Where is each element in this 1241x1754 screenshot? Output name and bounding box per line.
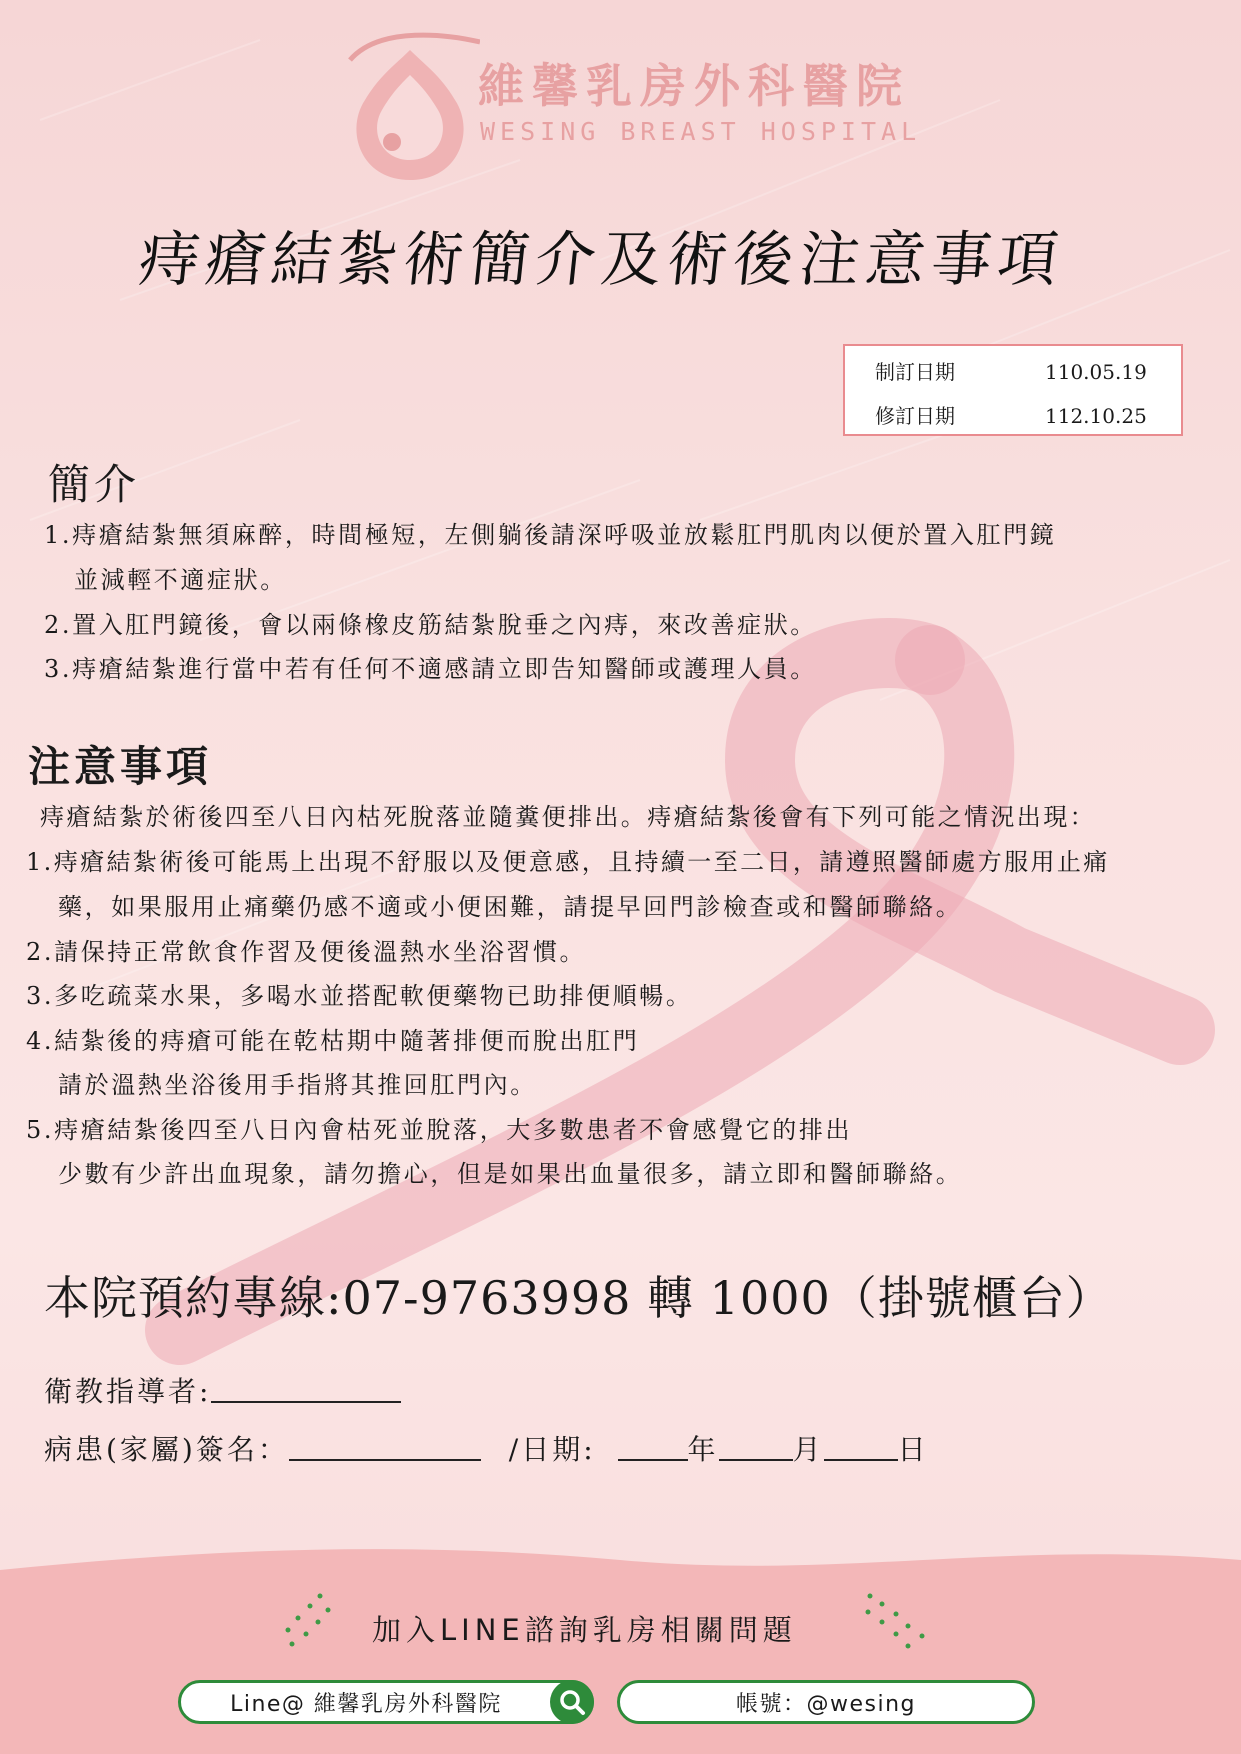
notes-line-5-cont: 少數有少許出血現象，請勿擔心，但是如果出血量很多，請立即和醫師聯絡。	[58, 1160, 963, 1188]
account-id-text: 帳號：@wesing	[735, 1691, 916, 1717]
hospital-name: 維馨乳房外科醫院	[478, 59, 910, 113]
year-label: 年	[687, 1433, 719, 1466]
search-icon[interactable]	[550, 1680, 594, 1724]
notes-line-2: 2.請保持正常飲食作習及便後溫熱水坐浴習慣。	[26, 938, 587, 966]
established-date-label: 制訂日期	[875, 360, 955, 384]
line-account-id[interactable]	[617, 1680, 1035, 1724]
intro-line-2: 2.置入肛門鏡後，會以兩條橡皮筋結紮脫垂之內痔，來改善症狀。	[44, 611, 817, 639]
decorative-dots-right-icon	[862, 1590, 932, 1652]
line-account-name: Line@ 維馨乳房外科醫院	[230, 1691, 502, 1717]
day-label: 日	[897, 1433, 929, 1466]
instructor-signature-row	[44, 1370, 401, 1410]
established-date-value: 110.05.19	[1045, 360, 1147, 384]
decorative-dots-left-icon	[280, 1590, 340, 1650]
month-label: 月	[792, 1433, 824, 1466]
revised-date-value: 112.10.25	[1045, 404, 1147, 428]
intro-heading: 簡介	[48, 460, 141, 509]
intro-line-1: 1.痔瘡結紮無須麻醉，時間極短，左側躺後請深呼吸並放鬆肛門肌肉以便於置入肛門鏡	[44, 521, 1057, 549]
established-date-row	[875, 356, 1147, 385]
date-box	[843, 344, 1183, 436]
patient-signature-field[interactable]	[289, 1433, 481, 1461]
patient-signature-row	[44, 1428, 929, 1468]
notes-line-5: 5.痔瘡結紮後四至八日內會枯死並脫落，大多數患者不會感覺它的排出	[26, 1116, 853, 1144]
month-field[interactable]	[719, 1433, 793, 1461]
notes-heading: 注意事項	[28, 742, 213, 791]
notes-line-3: 3.多吃疏菜水果，多喝水並搭配軟便藥物已助排便順暢。	[26, 982, 693, 1010]
hospital-logo-icon	[340, 30, 480, 180]
date-label: /日期:	[508, 1433, 596, 1466]
instructor-signature-field[interactable]	[211, 1375, 401, 1403]
patient-signature-label: 病患(家屬)簽名：	[44, 1433, 289, 1466]
revised-date-row	[875, 400, 1147, 429]
line-account-search[interactable]	[178, 1680, 594, 1724]
line-join-prompt: 加入LINE諮詢乳房相關問題	[372, 1613, 797, 1647]
year-field[interactable]	[618, 1433, 688, 1461]
intro-line-3: 3.痔瘡結紮進行當中若有任何不適感請立即告知醫師或護理人員。	[44, 655, 817, 683]
instructor-label: 衛教指導者:	[44, 1375, 212, 1408]
revised-date-label: 修訂日期	[875, 404, 955, 428]
document-title: 痔瘡結紮術簡介及術後注意事項	[135, 225, 1068, 295]
notes-line-4: 4.結紮後的痔瘡可能在乾枯期中隨著排便而脫出肛門	[26, 1027, 640, 1055]
notes-line-1: 1.痔瘡結紮術後可能馬上出現不舒服以及便意感，且持續一至二日，請遵照醫師處方服用止痛	[26, 848, 1110, 876]
notes-line-4-cont: 請於溫熱坐浴後用手指將其推回肛門內。	[58, 1071, 537, 1099]
notes-line-1-cont: 藥，如果服用止痛藥仍感不適或小便困難，請提早回門診檢查或和醫師聯絡。	[58, 893, 963, 921]
intro-line-1-cont: 並減輕不適症狀。	[74, 566, 287, 594]
day-field[interactable]	[824, 1433, 898, 1461]
notes-intro: 痔瘡結紮於術後四至八日內枯死脫落並隨糞便排出。痔瘡結紮後會有下列可能之情況出現：	[40, 803, 1096, 831]
hospital-name-en: WESING BREAST HOSPITAL	[480, 117, 922, 146]
appointment-hotline: 本院預約專線:07-9763998 轉 1000（掛號櫃台）	[44, 1271, 1113, 1325]
